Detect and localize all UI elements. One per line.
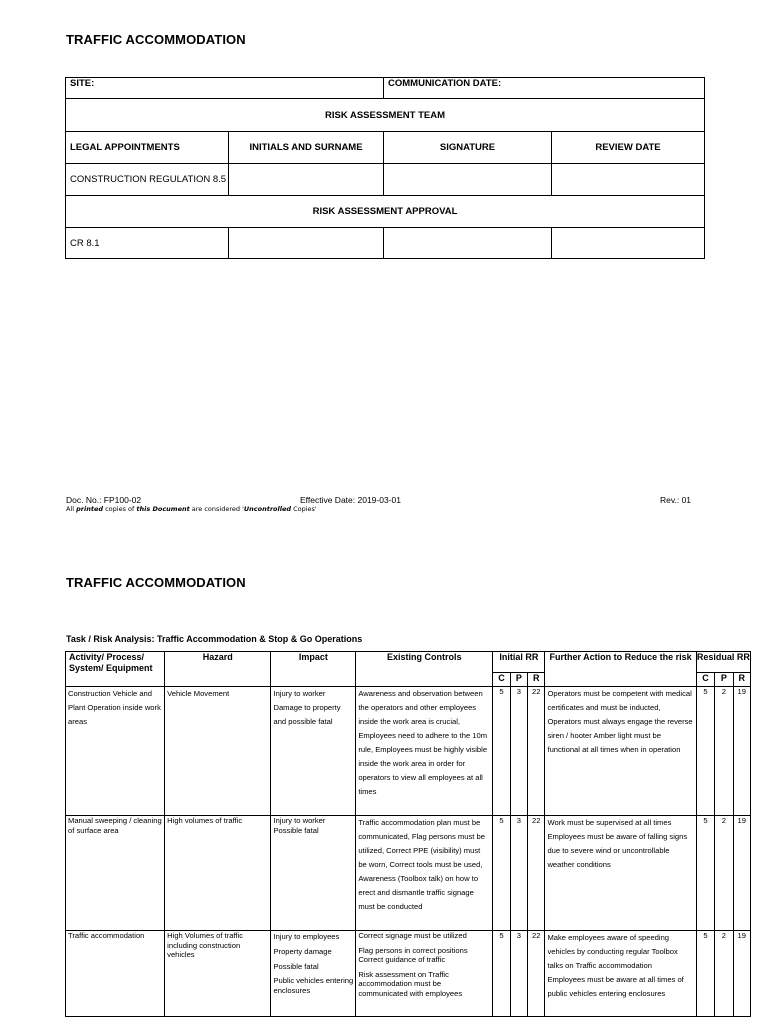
activity-cell: Manual sweeping / cleaning of surface area: [66, 816, 165, 931]
header-initial-p: P: [510, 673, 527, 687]
controls-cell: Correct signage must be utilized Flag persons in correct positions Correct guidance of traffic Risk assessment on Traffic accommodation must be communicated with employees: [356, 931, 493, 1017]
further-action-cell: Work must be supervised at all times Employees must be aware of falling signs due to severe wind or uncontrollable weather conditions: [545, 816, 696, 931]
header-residual-r: R: [733, 673, 750, 687]
hazard-cell: High volumes of traffic: [165, 816, 271, 931]
residual-p-cell: 2: [715, 687, 733, 816]
initial-c-cell: 5: [493, 816, 510, 931]
controls-cell: Traffic accommodation plan must be communicated, Flag persons must be utilized, Correct PPE (visibility) must be worn, Correct tools must be used, Awareness (Toolbox talk) on how to erect and dismantle traffic signage must be conducted: [356, 816, 493, 931]
header-initial-rr: Initial RR: [493, 652, 545, 673]
approval-heading: RISK ASSESSMENT APPROVAL: [66, 196, 705, 228]
header-residual-rr: Residual RR: [696, 652, 750, 673]
col-initials-surname: INITIALS AND SURNAME: [229, 132, 384, 164]
header-activity: Activity/ Process/ System/ Equipment: [66, 652, 165, 687]
table-row: [66, 687, 751, 816]
residual-r-cell: 19: [733, 687, 750, 816]
risk-analysis-table: [65, 651, 751, 1017]
signature-cell: [384, 164, 552, 196]
doc-number: Doc. No.: FP100-02: [66, 495, 142, 505]
initial-p-cell: 3: [510, 687, 527, 816]
col-signature: SIGNATURE: [384, 132, 552, 164]
uncontrolled-notice: All printed copies of this Document are considered 'Uncontrolled Copies': [66, 505, 317, 513]
initial-p-cell: 3: [510, 816, 527, 931]
residual-p-cell: 2: [715, 816, 733, 931]
initial-r-cell: 22: [528, 816, 545, 931]
initials-cell: [229, 164, 384, 196]
activity-cell: Traffic accommodation: [66, 931, 165, 1017]
risk-assessment-team-table: [65, 77, 705, 259]
header-controls: Existing Controls: [356, 652, 493, 687]
header-further-action: Further Action to Reduce the risk: [545, 652, 696, 687]
initial-c-cell: 5: [493, 931, 510, 1017]
regulation-cell: CONSTRUCTION REGULATION 8.5: [66, 164, 229, 196]
risk-team-heading: RISK ASSESSMENT TEAM: [66, 99, 705, 132]
review-date-cell: [552, 164, 705, 196]
residual-r-cell: 19: [733, 816, 750, 931]
page-title: TRAFFIC ACCOMMODATION: [66, 32, 246, 47]
header-residual-c: C: [696, 673, 714, 687]
col-legal-appointments: LEGAL APPOINTMENTS: [66, 132, 229, 164]
header-impact: Impact: [271, 652, 356, 687]
activity-cell: Construction Vehicle and Plant Operation inside work areas: [66, 687, 165, 816]
further-action-cell: Make employees aware of speeding vehicles by conducting regular Toolbox talks on Traffic accommodation Employees must be aware at all times of public vehicles entering enclosures: [545, 931, 696, 1017]
page-title-2: TRAFFIC ACCOMMODATION: [66, 575, 246, 590]
cr-cell: CR 8.1: [66, 228, 229, 259]
revision: Rev.: 01: [660, 495, 692, 505]
effective-date: Effective Date: 2019-03-01: [300, 495, 401, 505]
residual-c-cell: 5: [696, 931, 714, 1017]
further-action-cell: Operators must be competent with medical certificates and must be inducted, Operators must always engage the reverse siren / hooter Amber light must be functional at all times when in operation: [545, 687, 696, 816]
header-residual-p: P: [715, 673, 733, 687]
initial-r-cell: 22: [528, 687, 545, 816]
hazard-cell: Vehicle Movement: [165, 687, 271, 816]
header-hazard: Hazard: [165, 652, 271, 687]
communication-date-label: COMMUNICATION DATE:: [384, 78, 705, 99]
header-initial-c: C: [493, 673, 510, 687]
residual-c-cell: 5: [696, 816, 714, 931]
table-row: [66, 816, 751, 931]
initial-c-cell: 5: [493, 687, 510, 816]
impact-cell: Injury to worker Damage to property and possible fatal: [271, 687, 356, 816]
task-label: Task / Risk Analysis: Traffic Accommodation & Stop & Go Operations: [66, 634, 363, 644]
col-review-date: REVIEW DATE: [552, 132, 705, 164]
hazard-cell: High Volumes of traffic including construction vehicles: [165, 931, 271, 1017]
impact-cell: Injury to worker Possible fatal: [271, 816, 356, 931]
header-initial-r: R: [528, 673, 545, 687]
approval-signature-cell: [384, 228, 552, 259]
residual-c-cell: 5: [696, 687, 714, 816]
approval-initials-cell: [229, 228, 384, 259]
table-row: [66, 931, 751, 1017]
initial-r-cell: 22: [528, 931, 545, 1017]
impact-cell: Injury to employees Property damage Possible fatal Public vehicles entering enclosures: [271, 931, 356, 1017]
residual-p-cell: 2: [715, 931, 733, 1017]
site-label: SITE:: [66, 78, 384, 99]
controls-cell: Awareness and observation between the operators and other employees inside the work area is crucial, Employees need to adhere to the 10m rule, Employees must be highly visible inside the work area in order for operators to view all employees at all times: [356, 687, 493, 816]
residual-r-cell: 19: [733, 931, 750, 1017]
initial-p-cell: 3: [510, 931, 527, 1017]
approval-date-cell: [552, 228, 705, 259]
